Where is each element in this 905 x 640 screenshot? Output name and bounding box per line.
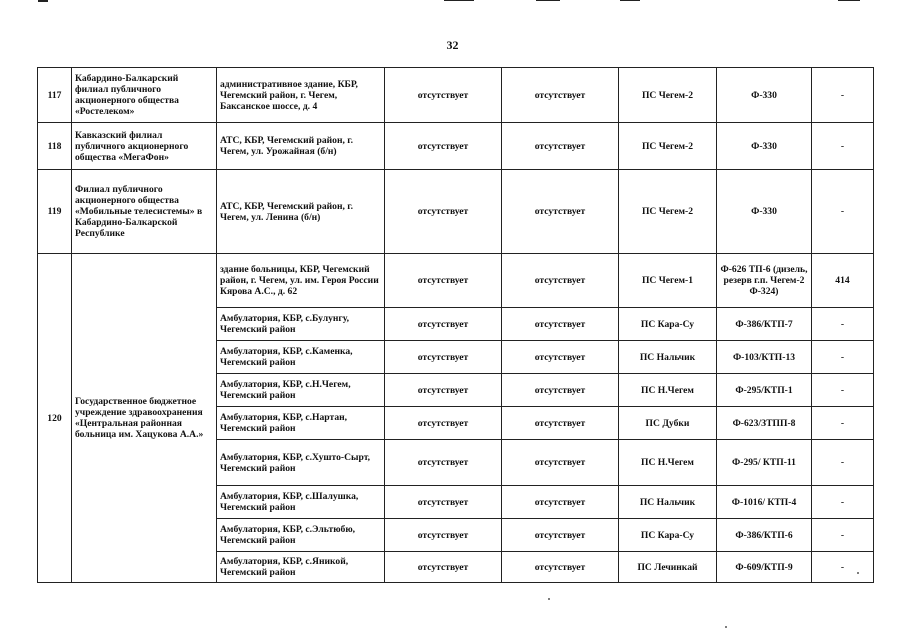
status-cell: отсутствует — [385, 407, 502, 440]
table-row — [38, 254, 874, 308]
feeder-cell: Ф-330 — [717, 170, 812, 254]
address-cell: Амбулатория, КБР, с.Н.Чегем, Чегемский район — [217, 374, 385, 407]
address-cell: АТС, КБР, Чегемский район, г. Чегем, ул. Урожайная (б/н) — [217, 123, 385, 170]
scan-artifact — [838, 0, 860, 1]
last-cell: - — [812, 440, 874, 486]
row-number: 118 — [38, 123, 72, 170]
last-cell: - — [812, 407, 874, 440]
last-cell: - — [812, 170, 874, 254]
status-cell: отсутствует — [385, 254, 502, 308]
status-cell: отсутствует — [385, 440, 502, 486]
feeder-cell: Ф-626 ТП-6 (дизель, резерв г.п. Чегем-2 Ф-324) — [717, 254, 812, 308]
status-cell: отсутствует — [502, 123, 619, 170]
status-cell: отсутствует — [385, 68, 502, 123]
status-cell: отсутствует — [502, 552, 619, 583]
status-cell: отсутствует — [502, 170, 619, 254]
address-cell: Амбулатория, КБР, с.Яникой, Чегемский район — [217, 552, 385, 583]
table-row — [38, 170, 874, 254]
status-cell: отсутствует — [502, 374, 619, 407]
address-cell: Амбулатория, КБР, с.Нартан, Чегемский район — [217, 407, 385, 440]
address-cell: Амбулатория, КБР, с.Булунгу, Чегемский район — [217, 308, 385, 341]
address-cell: Амбулатория, КБР, с.Шалушка, Чегемский район — [217, 486, 385, 519]
status-cell: отсутствует — [385, 170, 502, 254]
status-cell: отсутствует — [502, 486, 619, 519]
last-cell: - — [812, 341, 874, 374]
scan-artifact — [38, 0, 48, 2]
status-cell: отсутствует — [385, 552, 502, 583]
last-cell: - — [812, 68, 874, 123]
row-number: 117 — [38, 68, 72, 123]
row-number: 119 — [38, 170, 72, 254]
feeder-cell: Ф-609/КТП-9 — [717, 552, 812, 583]
organization-cell: Филиал публичного акционерного общества «Мобильные телесистемы» в Кабардино-Балкарской Республике — [72, 170, 217, 254]
status-cell: отсутствует — [385, 374, 502, 407]
address-cell: здание больницы, КБР, Чегемский район, г. Чегем, ул. им. Героя России Кярова А.С., д. 62 — [217, 254, 385, 308]
scan-artifact — [620, 0, 640, 1]
substation-cell: ПС Чегем-2 — [619, 123, 717, 170]
address-cell: АТС, КБР, Чегемский район, г. Чегем, ул. Ленина (б/н) — [217, 170, 385, 254]
address-cell: Амбулатория, КБР, с.Каменка, Чегемский район — [217, 341, 385, 374]
last-cell: 414 — [812, 254, 874, 308]
status-cell: отсутствует — [385, 341, 502, 374]
substation-cell: ПС Нальчик — [619, 341, 717, 374]
substation-cell: ПС Чегем-1 — [619, 254, 717, 308]
address-cell: Амбулатория, КБР, с.Эльтюбю, Чегемский район — [217, 519, 385, 552]
table-row — [38, 68, 874, 123]
status-cell: отсутствует — [502, 254, 619, 308]
last-cell: - — [812, 519, 874, 552]
feeder-cell: Ф-103/КТП-13 — [717, 341, 812, 374]
status-cell: отсутствует — [385, 123, 502, 170]
substation-cell: ПС Нальчик — [619, 486, 717, 519]
status-cell: отсутствует — [502, 440, 619, 486]
substation-cell: ПС Н.Чегем — [619, 440, 717, 486]
substation-cell: ПС Чегем-2 — [619, 68, 717, 123]
feeder-cell: Ф-386/КТП-6 — [717, 519, 812, 552]
feeder-cell: Ф-330 — [717, 123, 812, 170]
row-number: 120 — [38, 254, 72, 583]
feeder-cell: Ф-623/ЗТПП-8 — [717, 407, 812, 440]
organization-cell: Государственное бюджетное учреждение здравоохранения «Центральная районная больница им. Хацукова А.А.» — [72, 254, 217, 583]
status-cell: отсутствует — [385, 519, 502, 552]
status-cell: отсутствует — [502, 519, 619, 552]
last-cell: - — [812, 308, 874, 341]
substation-cell: ПС Чегем-2 — [619, 170, 717, 254]
last-cell: - — [812, 486, 874, 519]
table-row — [38, 123, 874, 170]
organization-cell: Кавказский филиал публичного акционерного общества «МегаФон» — [72, 123, 217, 170]
feeder-cell: Ф-295/КТП-1 — [717, 374, 812, 407]
feeder-cell: Ф-1016/ КТП-4 — [717, 486, 812, 519]
organization-cell: Кабардино-Балкарский филиал публичного акционерного общества «Ростелеком» — [72, 68, 217, 123]
status-cell: отсутствует — [385, 486, 502, 519]
scan-artifact — [536, 0, 560, 1]
page-number: 32 — [446, 38, 459, 52]
status-cell: отсутствует — [502, 308, 619, 341]
feeder-cell: Ф-386/КТП-7 — [717, 308, 812, 341]
last-cell: - — [812, 552, 874, 583]
substation-cell: ПС Н.Чегем — [619, 374, 717, 407]
status-cell: отсутствует — [385, 308, 502, 341]
substation-cell: ПС Кара-Су — [619, 519, 717, 552]
scan-speck — [548, 598, 550, 600]
feeder-cell: Ф-295/ КТП-11 — [717, 440, 812, 486]
last-cell: - — [812, 123, 874, 170]
address-cell: административное здание, КБР, Чегемский район, г. Чегем, Баксанское шоссе, д. 4 — [217, 68, 385, 123]
scan-artifact — [444, 0, 474, 1]
scan-speck — [725, 626, 727, 628]
last-cell: - — [812, 374, 874, 407]
status-cell: отсутствует — [502, 341, 619, 374]
status-cell: отсутствует — [502, 68, 619, 123]
registry-table — [37, 67, 874, 583]
feeder-cell: Ф-330 — [717, 68, 812, 123]
scan-speck — [857, 572, 859, 574]
substation-cell: ПС Кара-Су — [619, 308, 717, 341]
substation-cell: ПС Лечинкай — [619, 552, 717, 583]
status-cell: отсутствует — [502, 407, 619, 440]
address-cell: Амбулатория, КБР, с.Хушто-Сырт, Чегемский район — [217, 440, 385, 486]
substation-cell: ПС Дубки — [619, 407, 717, 440]
